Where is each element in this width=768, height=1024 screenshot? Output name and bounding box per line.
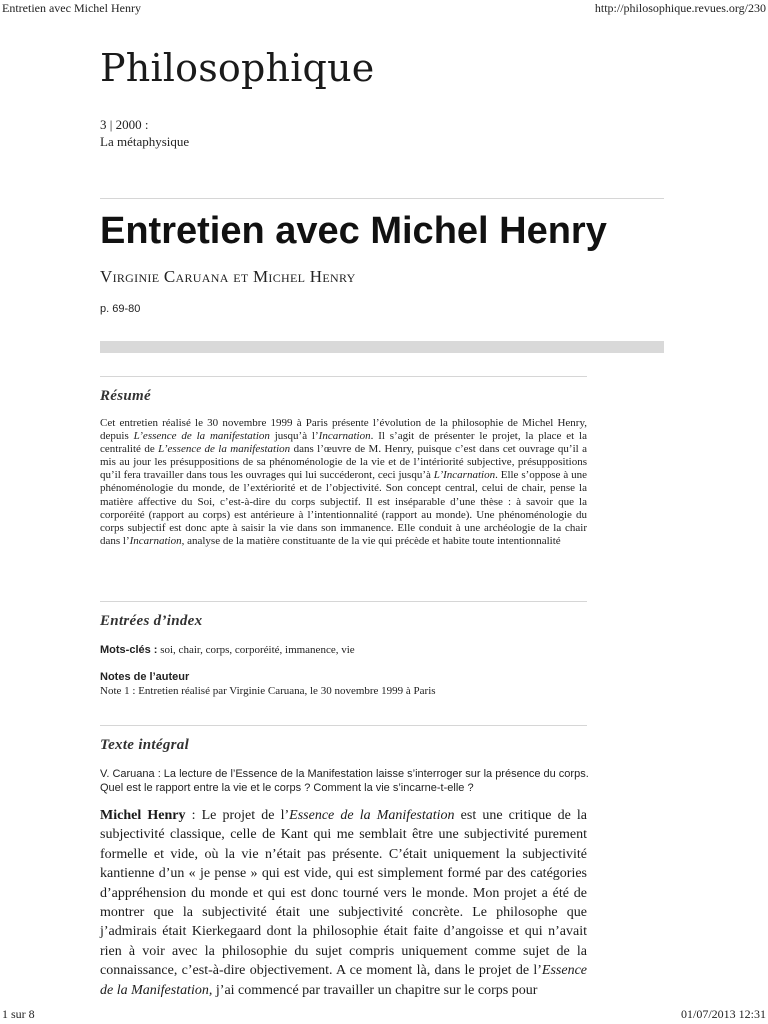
print-datetime: 01/07/2013 12:31 [680,1007,766,1021]
divider [100,601,587,602]
issue-info [100,116,189,150]
article-title: Entretien avec Michel Henry [100,210,607,252]
full-text-heading: Texte intégral [100,737,190,753]
interview-question: V. Caruana : La lecture de l’Essence de la Manifestation laisse s’interroger sur la présence du corps. Quel est le rapport entre la vie et le corps ? Comment la vie s’incarne-t-elle ? [100,768,589,794]
divider [100,198,664,199]
divider [100,725,587,726]
article-authors[interactable]: Virginie Caruana et Michel Henry [100,267,356,286]
abstract-text: Cet entretien réalisé le 30 novembre 1999 à Paris présente l’évolution de la philosophie de Michel Henry, depuis L’essence de la manifestation jusqu’à l’Incarnation. Il s’agit de présenter le projet, la place et la centralité de L’essence de la manifestation dans l’œuvre de M. Henry, puisque c’est dans cet ouvrage qu’il a mis au jour les présuppositions de sa phénoménologie de la vie et de l’intériorité subjective, présuppositions qu’il fera travailler dans tous les ouvrages qui lui succéderont, ceci jusqu’à L’Incarnation. Elle s’oppose à une phénoménologie du monde, de l’extériorité et de l’objectivité. Son concept central, celui de chair, pense la matière affective du Soi, c’est-à-dire du corps subjectif. Il est inséparable d’une thèse : à savoir que la corporéité (rapport au corps) est antérieure à l’intentionnalité (rapport au monde). Une phénoménologie du corps subjectif est donc apte à saisir la vie dans son immanence. Elle conduit à une archéologie de la chair dans l’Incarnation, analyse de la matière constituante de la vie qui précède et habite toute intentionnalité [100,417,587,547]
browser-url[interactable]: http://philosophique.revues.org/230 [594,1,766,15]
issue-number[interactable]: 3 | 2000 : [100,117,149,132]
keywords-list[interactable]: soi, chair, corps, corporéité, immanence, vie [160,644,355,656]
author-notes-heading: Notes de l’auteur [100,671,190,683]
speaker-name: Michel Henry [100,808,186,823]
index-heading: Entrées d’index [100,613,203,629]
author-note: Note 1 : Entretien réalisé par Virginie Caruana, le 30 novembre 1999 à Paris [100,685,436,697]
keywords [100,643,355,658]
page-range: p. 69-80 [100,303,141,315]
page-count: 1 sur 8 [2,1007,35,1021]
browser-page-title: Entretien avec Michel Henry [2,1,141,15]
issue-theme[interactable]: La métaphysique [100,134,190,149]
separator-bar [100,341,664,353]
interview-answer: Michel Henry : Le projet de l’Essence de la Manifestation est une critique de la subjectivité classique, celle de Kant qui me semblait être une subjectivité purement formelle et vide, où la vie n’était pas présente. C’était uniquement la subjectivité kantienne d’un « je pense » qui est vide, qui est simplement formé par des catégories d’appréhension du monde et qui est donc tourné vers le monde. Mon projet a été de montrer que la subjectivité était une subjectivité concrète. Le philosophe que j’admirais était Kierkegaard dont la philosophie était faite d’angoisse et qui n’avait rien à voir avec la philosophie du sujet compris uniquement comme sujet de la connaissance, c’est-à-dire objectivement. A ce moment là, dans le projet de l’Essence de la Manifestation, j’ai commencé par travailler un chapitre sur le corps pour [100,808,588,998]
resume-heading: Résumé [100,388,151,404]
divider [100,376,587,377]
keywords-label: Mots-clés : [100,644,158,656]
journal-name[interactable]: Philosophique [100,46,375,90]
